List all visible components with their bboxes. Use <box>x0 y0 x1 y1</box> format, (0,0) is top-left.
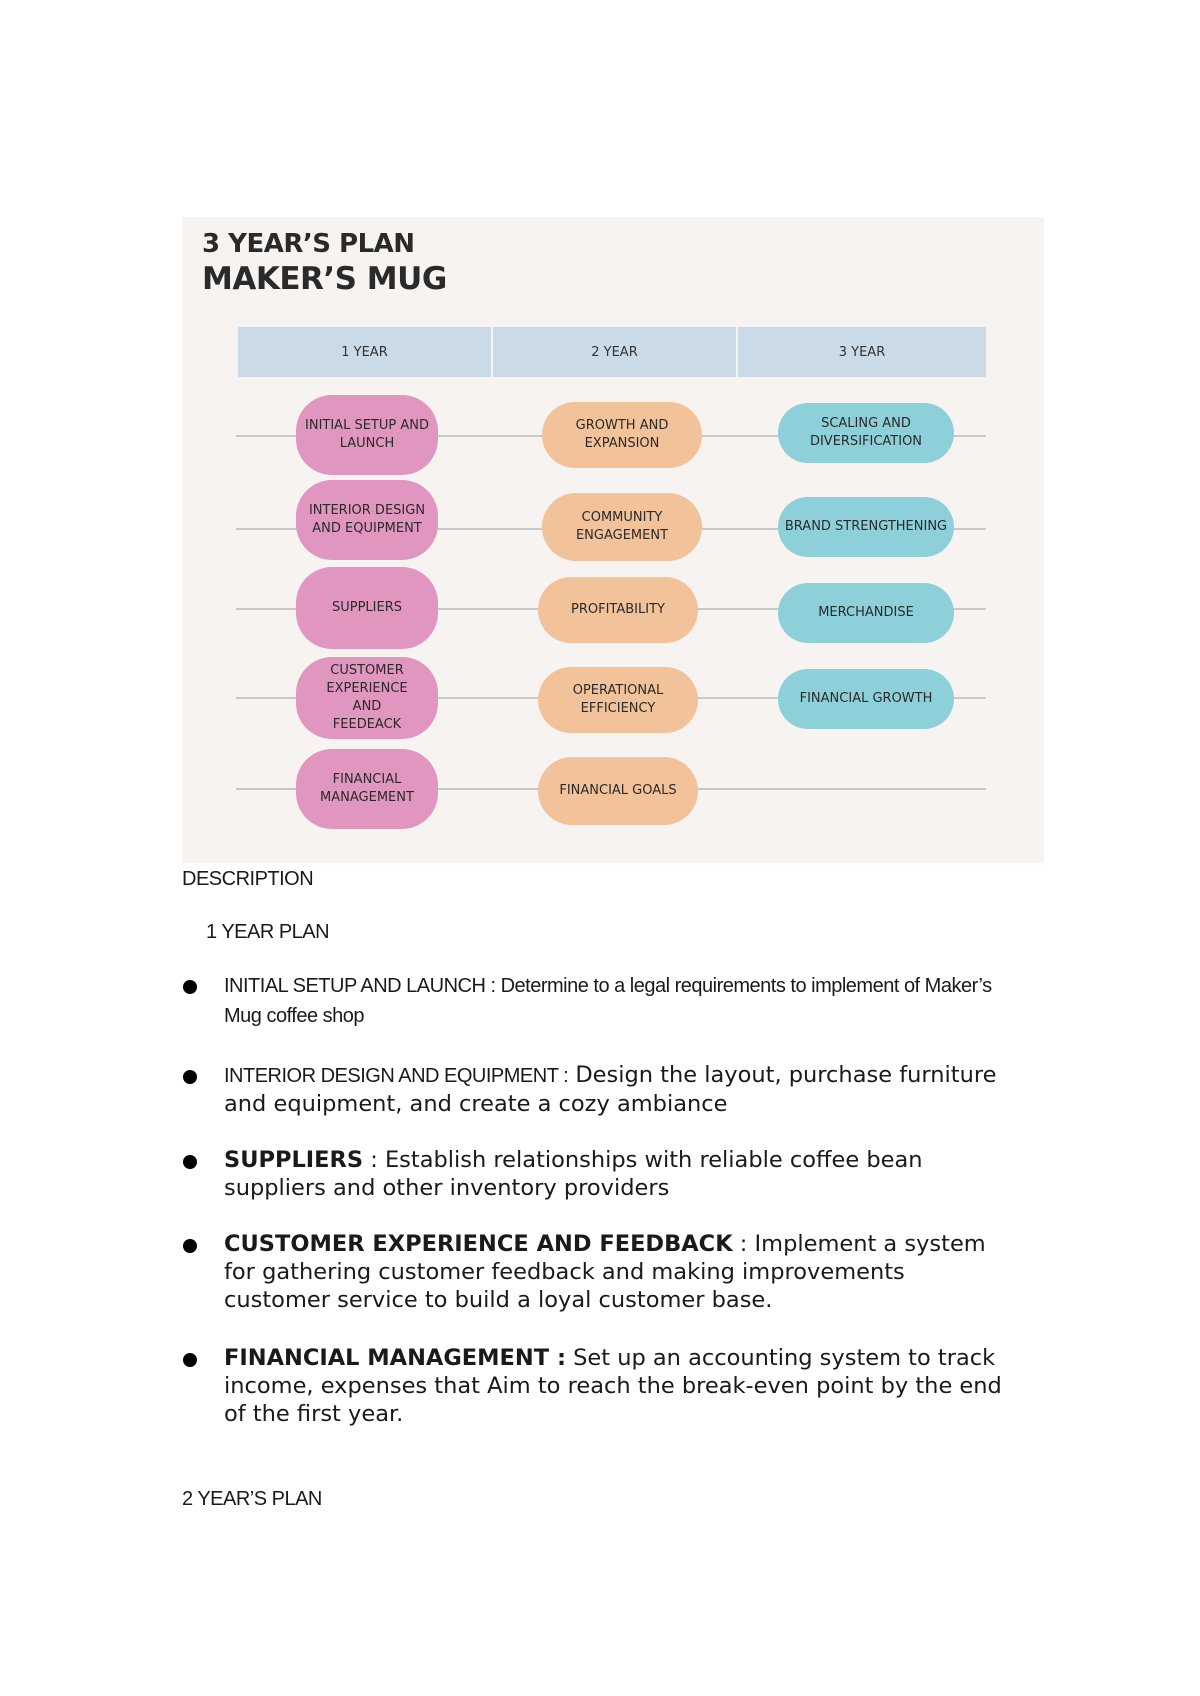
list-item <box>182 971 1012 1031</box>
bullet-term: SUPPLIERS <box>224 1147 364 1173</box>
bullet-term: INITIAL SETUP AND LAUNCH : <box>224 975 496 997</box>
year1-financial-management: FINANCIAL MANAGEMENT <box>296 749 438 829</box>
year1-suppliers: SUPPLIERS <box>296 567 438 649</box>
bullet-text: Design the layout, purchase furniture and equipment, and create a cozy ambiance <box>224 1062 997 1117</box>
year-header-1: 1 YEAR <box>238 327 491 377</box>
year2-growth-expansion: GROWTH AND EXPANSION <box>542 402 702 468</box>
list-item <box>182 1146 1012 1202</box>
bullet-text: Set up an accounting system to track income, expenses that Aim to reach the break-even point by the end of the first year. <box>224 1345 1002 1427</box>
list-item <box>182 1230 1012 1314</box>
year2-plan-heading: 2 YEAR’S PLAN <box>182 1488 322 1510</box>
year3-merchandise: MERCHANDISE <box>778 583 954 643</box>
year-header-2: 2 YEAR <box>493 327 736 377</box>
bullet-text: Determine to a legal requirements to implement of Maker’s Mug coffee shop <box>224 975 992 1027</box>
bullet-icon <box>183 1353 197 1367</box>
year3-scaling-diversification: SCALING AND DIVERSIFICATION <box>778 403 954 463</box>
year2-profitability: PROFITABILITY <box>538 577 698 643</box>
bullet-icon <box>183 980 197 994</box>
year1-plan-heading: 1 YEAR PLAN <box>206 921 330 943</box>
year1-interior-design: INTERIOR DESIGN AND EQUIPMENT <box>296 480 438 560</box>
year2-operational-efficiency: OPERATIONAL EFFICIENCY <box>538 667 698 733</box>
bullet-term: FINANCIAL MANAGEMENT : <box>224 1345 566 1371</box>
list-item <box>182 1061 1012 1118</box>
year1-initial-setup: INITIAL SETUP AND LAUNCH <box>296 395 438 475</box>
plan-title: 3 YEAR’S PLAN <box>202 229 415 259</box>
bullet-text: : Implement a system for gathering customer feedback and making improvements customer service to build a loyal customer base. <box>224 1231 986 1313</box>
bullet-icon <box>183 1239 197 1253</box>
year3-brand-strengthening: BRAND STRENGTHENING <box>778 497 954 557</box>
year-header-3: 3 YEAR <box>738 327 986 377</box>
bullet-term: INTERIOR DESIGN AND EQUIPMENT : <box>224 1065 569 1087</box>
year2-financial-goals: FINANCIAL GOALS <box>538 757 698 825</box>
three-year-plan-graphic <box>182 217 1044 863</box>
bullet-term: CUSTOMER EXPERIENCE AND FEEDBACK <box>224 1231 733 1257</box>
list-item <box>182 1344 1012 1428</box>
description-heading: DESCRIPTION <box>182 868 314 890</box>
bullet-icon <box>183 1155 197 1169</box>
year2-community-engagement: COMMUNITY ENGAGEMENT <box>542 493 702 561</box>
bullet-text: : Establish relationships with reliable coffee bean suppliers and other inventory providers <box>224 1147 923 1201</box>
year1-customer-experience: CUSTOMER EXPERIENCE AND FEEDEACK <box>296 657 438 739</box>
bullet-icon <box>183 1070 197 1084</box>
plan-brand-title: MAKER’S MUG <box>202 261 447 297</box>
year3-financial-growth: FINANCIAL GROWTH <box>778 669 954 729</box>
